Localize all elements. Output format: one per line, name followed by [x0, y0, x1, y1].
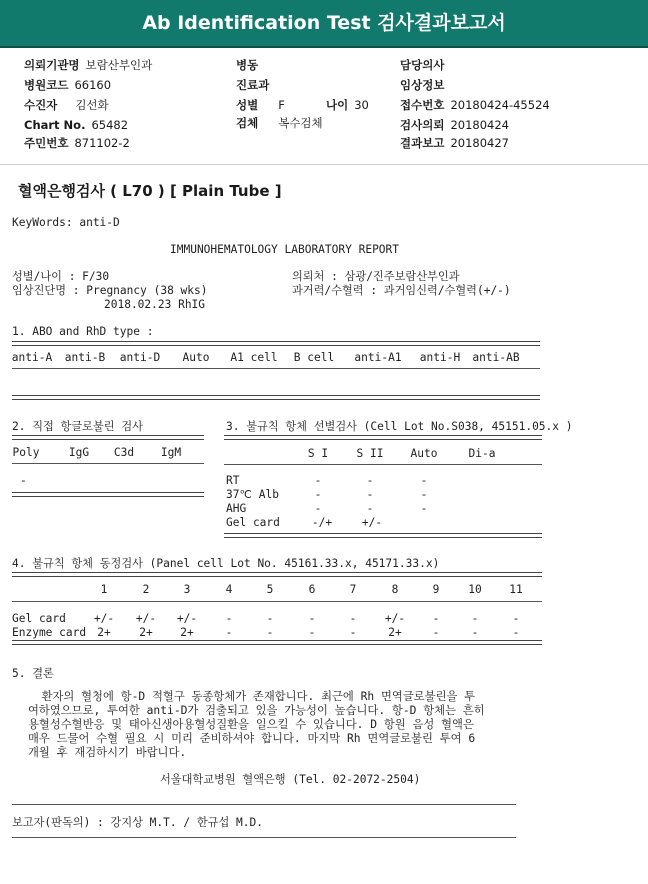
- screen-cell: -: [314, 474, 322, 487]
- dat-header: IgM: [160, 446, 182, 459]
- dat-header: Poly: [12, 446, 40, 459]
- field-specimen: 검체 복수검체: [236, 116, 323, 130]
- dat-header: IgG: [68, 446, 90, 459]
- screen-row-label: 37℃ Alb: [226, 488, 279, 501]
- section-divider: [0, 164, 648, 165]
- panel-cell: -: [512, 612, 520, 625]
- field-doctor: 담당의사: [400, 58, 445, 72]
- lab-title: IMMUNOHEMATOLOGY LABORATORY REPORT: [170, 243, 400, 256]
- panel-cell: +/-: [384, 612, 406, 625]
- report-title: 혈액은행검사 ( L70 ) [ Plain Tube ]: [18, 182, 282, 200]
- field-resident-no: 주민번호 871102-2: [24, 136, 130, 150]
- screen-cell: -: [420, 474, 428, 487]
- screen-cell: +/-: [361, 516, 383, 529]
- abo-header: anti-A1: [354, 351, 402, 364]
- section5-title: 5. 결론: [12, 667, 54, 680]
- report-header: [0, 0, 648, 46]
- panel-cell: -: [266, 612, 274, 625]
- panel-cell: -: [308, 626, 316, 639]
- conclusion-line: 환자의 혈청에 항-D 적혈구 동종항체가 존재합니다. 최근에 Rh 면역글로불린을 투: [28, 690, 476, 703]
- screen-cell: -: [366, 502, 374, 515]
- screen-row-label: RT: [226, 474, 240, 487]
- panel-col-header: 3: [183, 583, 191, 596]
- conclusion-line: 여하였으므로, 투여한 anti-D가 검출되고 있을 가능성이 높습니다. 항-D 항체는 흔히: [28, 704, 485, 717]
- screen-cell: -: [420, 488, 428, 501]
- dat-value: -: [20, 474, 27, 487]
- single-rule: [12, 368, 540, 369]
- blood-bank-contact: 서울대학교병원 혈액은행 (Tel. 02-2072-2504): [160, 773, 421, 786]
- panel-row-label: Gel card: [12, 612, 66, 625]
- abo-header: anti-D: [119, 351, 161, 364]
- panel-col-header: 9: [432, 583, 440, 596]
- requester: 의뢰처 : 삼광/진주보람산부인과: [292, 270, 460, 283]
- sex-age: 성별/나이 : F/30: [12, 270, 110, 283]
- panel-cell: 2+: [388, 626, 402, 639]
- panel-row-label: Enzyme card: [12, 626, 87, 639]
- panel-cell: -: [471, 612, 479, 625]
- panel-col-header: 5: [266, 583, 274, 596]
- panel-col-header: 4: [225, 583, 233, 596]
- screen-header: Auto: [410, 447, 438, 460]
- screen-cell: -: [314, 488, 322, 501]
- panel-cell: -: [349, 626, 357, 639]
- dat-header: C3d: [113, 446, 135, 459]
- header-divider: [0, 46, 648, 48]
- screen-row-label: AHG: [226, 502, 247, 515]
- single-rule: [12, 804, 516, 805]
- section4-title: 4. 불규칙 항체 동정검사 (Panel cell Lot No. 45161.33.x, 45171.33.x): [12, 557, 440, 570]
- panel-col-header: 2: [142, 583, 150, 596]
- abo-header: anti-H: [419, 351, 461, 364]
- field-department: 진료과: [236, 78, 270, 92]
- panel-cell: -: [308, 612, 316, 625]
- reporter: 보고자(판독의) : 강지상 M.T. / 한규섭 M.D.: [12, 816, 263, 829]
- abo-header: anti-B: [64, 351, 106, 364]
- field-receipt-no: 접수번호 20180424-45524: [400, 98, 550, 112]
- panel-col-header: 10: [468, 583, 482, 596]
- panel-cell: -: [349, 612, 357, 625]
- screen-cell: -: [366, 488, 374, 501]
- single-rule: [12, 463, 204, 464]
- section1-title: 1. ABO and RhD type :: [12, 325, 154, 338]
- field-patient-name: 수진자 김선화: [24, 98, 109, 112]
- panel-cell: -: [432, 612, 440, 625]
- field-age: 나이 30: [326, 98, 369, 112]
- screen-cell: -/+: [311, 516, 333, 529]
- field-institution: 의뢰기관명 보람산부인과: [24, 58, 153, 72]
- double-rule: [12, 572, 542, 577]
- panel-col-header: 11: [509, 583, 523, 596]
- panel-col-header: 8: [391, 583, 399, 596]
- panel-cell: 2+: [180, 626, 194, 639]
- double-rule: [224, 435, 542, 440]
- section3-title: 3. 불규칙 항체 선별검사 (Cell Lot No.S038, 45151.05.x ): [226, 420, 573, 433]
- panel-cell: -: [266, 626, 274, 639]
- abo-header: Auto: [182, 351, 210, 364]
- panel-cell: -: [471, 626, 479, 639]
- panel-col-header: 6: [308, 583, 316, 596]
- conclusion-line: 용혈성수혈반응 및 태아신생아용혈성질환을 일으킬 수 있습니다. D 항원 음성 혈액은: [28, 718, 474, 731]
- single-rule: [12, 837, 516, 838]
- panel-cell: -: [225, 612, 233, 625]
- abo-header: B cell: [293, 351, 335, 364]
- screen-header: S I: [307, 447, 329, 460]
- double-rule: [12, 341, 540, 346]
- field-chart-no: Chart No. 65482: [24, 118, 129, 132]
- panel-col-header: 1: [100, 583, 108, 596]
- panel-cell: 2+: [97, 626, 111, 639]
- history: 과거력/수혈력 : 과거임신력/수혈력(+/-): [292, 284, 511, 297]
- panel-cell: +/-: [93, 612, 115, 625]
- screen-cell: -: [366, 474, 374, 487]
- keywords: KeyWords: anti-D: [12, 216, 120, 229]
- single-rule: [224, 464, 542, 465]
- double-rule: [12, 492, 204, 497]
- panel-cell: -: [432, 626, 440, 639]
- field-sex: 성별 F: [236, 98, 285, 112]
- panel-cell: -: [512, 626, 520, 639]
- screen-cell: -: [420, 502, 428, 515]
- panel-cell: -: [225, 626, 233, 639]
- screen-header: Di-a: [468, 447, 496, 460]
- field-clinical-info: 임상정보: [400, 78, 445, 92]
- field-request-date: 검사의뢰 20180424: [400, 118, 509, 132]
- screen-cell: -: [314, 502, 322, 515]
- section2-title: 2. 직접 항글로불린 검사: [12, 420, 143, 433]
- double-rule: [12, 640, 542, 645]
- conclusion-line: 매우 드물어 수혈 필요 시 미리 준비하셔야 합니다. 마지막 Rh 면역글로불린 투여 6: [28, 732, 476, 745]
- single-rule: [12, 601, 542, 602]
- panel-cell: +/-: [176, 612, 198, 625]
- conclusion-line: 개월 후 재검하시기 바랍니다.: [28, 746, 187, 759]
- field-ward: 병동: [236, 58, 259, 72]
- header-title: Ab Identification Test 검사결과보고서: [142, 12, 506, 34]
- double-rule: [12, 435, 204, 440]
- double-rule: [224, 533, 542, 538]
- diagnosis: 임상진단명 : Pregnancy (38 wks): [12, 284, 208, 297]
- field-hospital-code: 병원코드 66160: [24, 78, 112, 92]
- panel-cell: +/-: [135, 612, 157, 625]
- abo-header: anti-AB: [472, 351, 520, 364]
- panel-col-header: 7: [349, 583, 357, 596]
- screen-row-label: Gel card: [226, 516, 280, 529]
- abo-header: A1 cell: [230, 351, 278, 364]
- field-report-date: 결과보고 20180427: [400, 136, 509, 150]
- abo-header: anti-A: [11, 351, 53, 364]
- panel-cell: 2+: [139, 626, 153, 639]
- diagnosis-note: 2018.02.23 RhIG: [104, 298, 206, 311]
- double-rule: [12, 395, 540, 400]
- screen-header: S II: [356, 447, 384, 460]
